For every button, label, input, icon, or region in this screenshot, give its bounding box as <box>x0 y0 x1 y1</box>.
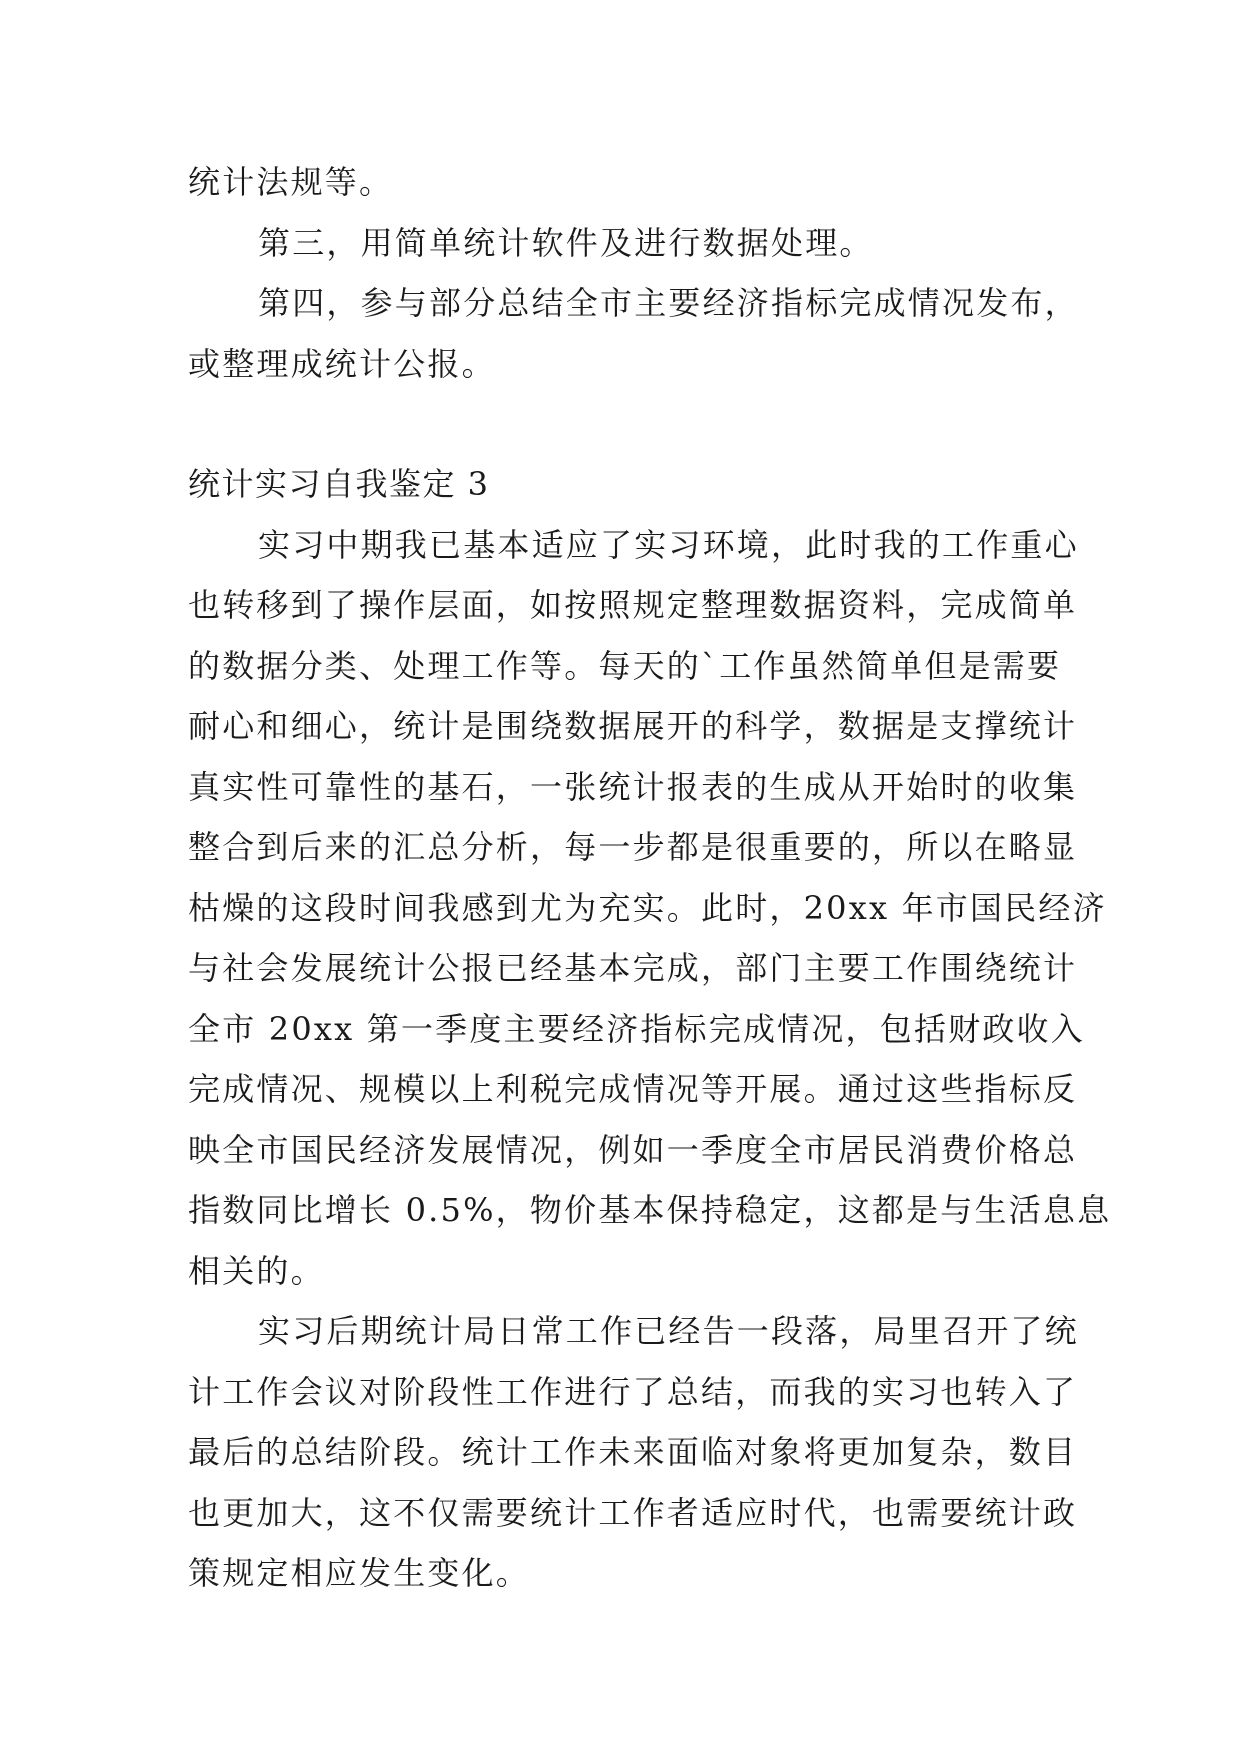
document-body <box>188 152 1112 1604</box>
paragraph-line: 与社会发展统计公报已经基本完成，部门主要工作围绕统计 <box>188 949 1078 987</box>
paragraph-line: 实习后期统计局日常工作已经告一段落，局里召开了统 <box>258 1312 1079 1350</box>
item-fourth-line-2: 或整理成统计公报。 <box>188 344 496 383</box>
item-fourth-line-1: 第四，参与部分总结全市主要经济指标完成情况发布， <box>258 284 1079 322</box>
paragraph-line: 策规定相应发生变化。 <box>188 1554 531 1592</box>
paragraph-line: 也更加大，这不仅需要统计工作者适应时代，也需要统计政 <box>188 1493 1078 1532</box>
paragraph-line: 真实性可靠性的基石，一张统计报表的生成从开始时的收集 <box>188 767 1078 806</box>
paragraph-line: 全市 20xx 第一季度主要经济指标完成情况，包括财政收入 <box>188 1009 1085 1048</box>
paragraph-line: 的数据分类、处理工作等。每天的`工作虽然简单但是需要 <box>188 646 1062 685</box>
item-third-line: 第三，用简单统计软件及进行数据处理。 <box>258 223 874 262</box>
spacer <box>188 394 1054 454</box>
section-title: 统计实习自我鉴定 3 <box>188 465 490 503</box>
paragraph-line: 耐心和细心，统计是围绕数据展开的科学，数据是支撑统计 <box>188 707 1078 745</box>
paragraph-line: 实习中期我已基本适应了实习环境，此时我的工作重心 <box>258 525 1079 564</box>
paragraph-line: 完成情况、规模以上利税完成情况等开展。通过这些指标反 <box>188 1070 1078 1108</box>
paragraph-continuation-line: 统计法规等。 <box>188 163 394 201</box>
paragraph-line: 最后的总结阶段。统计工作未来面临对象将更加复杂，数目 <box>188 1433 1078 1471</box>
paragraph-line: 也转移到了操作层面，如按照规定整理数据资料，完成简单 <box>188 586 1078 624</box>
paragraph-line: 相关的。 <box>188 1251 325 1290</box>
paragraph-late-stage <box>188 1301 1079 1604</box>
paragraph-line: 整合到后来的汇总分析，每一步都是很重要的，所以在略显 <box>188 828 1078 866</box>
paragraph-line: 映全市国民经济发展情况，例如一季度全市居民消费价格总 <box>188 1130 1078 1169</box>
paragraph-midterm <box>188 515 1112 1302</box>
paragraph-line: 计工作会议对阶段性工作进行了总结，而我的实习也转入了 <box>188 1372 1078 1411</box>
paragraph-line: 指数同比增长 0.5%，物价基本保持稳定，这都是与生活息息 <box>188 1191 1112 1229</box>
paragraph-line: 枯燥的这段时间我感到尤为充实。此时，20xx 年市国民经济 <box>188 888 1107 927</box>
